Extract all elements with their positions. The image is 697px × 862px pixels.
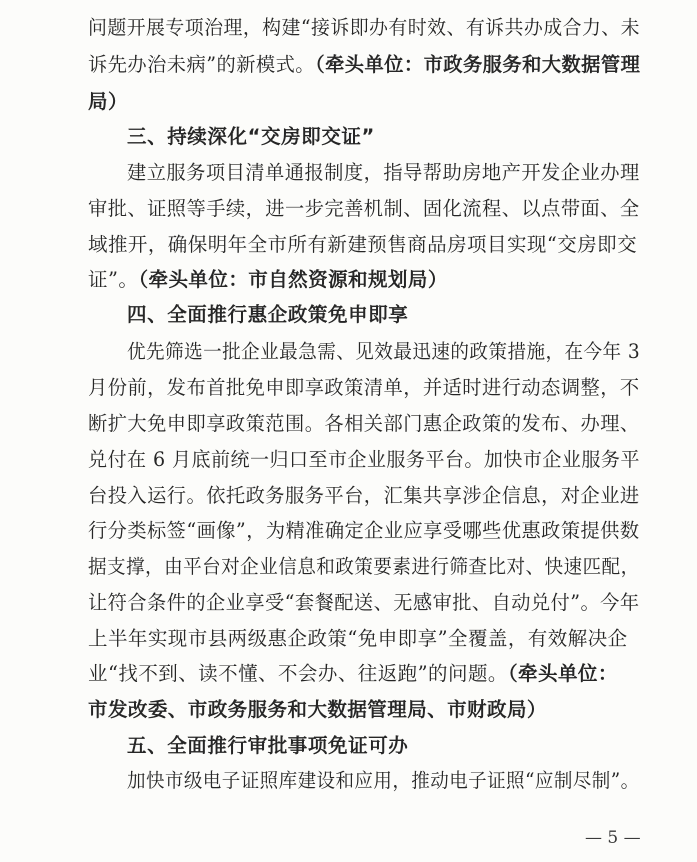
text-line — [88, 659, 618, 689]
text-segment: 上半年实现市县两级惠企政策“免申即享”全覆盖，有效解决企 — [88, 627, 628, 650]
text-segment: 据支撑，由平台对企业信息和政策要素进行筛查比对、快速匹配， — [88, 555, 640, 578]
lead-unit-text: （牵头单位： — [507, 662, 618, 685]
text-line — [88, 624, 628, 654]
text-line — [127, 766, 640, 796]
text-line — [88, 409, 640, 439]
text-segment: 优先筛选一批企业最急需、见效最迅速的政策措施，在今年 3 — [127, 340, 641, 363]
text-segment: 加快市级电子证照库建设和应用，推动电子证照“应制尽制”。 — [127, 769, 640, 792]
text-segment: 三、持续深化“交房即交证” — [127, 125, 375, 148]
text-segment: 台投入运行。依托政务服务平台，汇集共享涉企信息，对企业进 — [88, 484, 640, 507]
text-line — [88, 87, 128, 117]
text-segment: 证”。 — [88, 268, 139, 291]
text-line — [88, 50, 640, 80]
text-line — [88, 481, 640, 511]
lead-unit-text: 市发改委、市政务服务和大数据管理局、市财政局） — [88, 698, 547, 721]
text-line — [88, 230, 637, 260]
text-line — [88, 13, 640, 43]
text-segment: 域推开，确保明年全市所有新建预售商品房项目实现“交房即交 — [88, 233, 638, 256]
text-segment: 五、全面推行审批事项免证可办 — [127, 734, 409, 757]
text-line — [88, 695, 547, 725]
text-segment: 兑付在 6 月底前统一归口至市企业服务平台。加快市企业服务平 — [88, 448, 640, 471]
page-number: — 5 — — [585, 828, 641, 848]
text-line — [88, 588, 639, 618]
section-heading — [127, 300, 408, 330]
text-line — [88, 265, 448, 295]
text-line — [88, 373, 640, 403]
text-line — [88, 516, 639, 546]
lead-unit-text: （牵头单位：市政务服务和大数据管理 — [315, 53, 641, 76]
text-segment: 让符合条件的企业享受“套餐配送、无感审批、自动兑付”。今年 — [88, 591, 640, 614]
text-line — [127, 337, 640, 367]
text-line — [88, 194, 640, 224]
text-segment: 建立服务项目清单通报制度，指导帮助房地产开发企业办理 — [127, 161, 640, 184]
lead-unit-text: （牵头单位：市自然资源和规划局） — [138, 268, 448, 291]
text-segment: 月份前，发布首批免申即享政策清单，并适时进行动态调整，不 — [88, 376, 640, 399]
section-heading — [127, 122, 375, 152]
text-line — [88, 552, 640, 582]
text-segment: 断扩大免申即享政策范围。各相关部门惠企政策的发布、办理、 — [88, 412, 640, 435]
section-heading — [127, 731, 408, 761]
text-segment: 诉先办治未病”的新模式。 — [88, 53, 316, 76]
lead-unit-text: 局） — [88, 90, 128, 113]
text-line — [127, 158, 640, 188]
text-segment: 业“找不到、读不懂、不会办、往返跑”的问题。 — [88, 662, 508, 685]
text-segment: 四、全面推行惠企政策免申即享 — [127, 303, 409, 326]
text-segment: 审批、证照等手续，进一步完善机制、固化流程、以点带面、全 — [88, 197, 640, 220]
text-line — [88, 445, 640, 475]
text-segment: 问题开展专项治理，构建“接诉即办有时效、有诉共办成合力、未 — [88, 16, 641, 39]
text-segment: 行分类标签“画像”，为精准确定企业应享受哪些优惠政策提供数 — [88, 519, 640, 542]
